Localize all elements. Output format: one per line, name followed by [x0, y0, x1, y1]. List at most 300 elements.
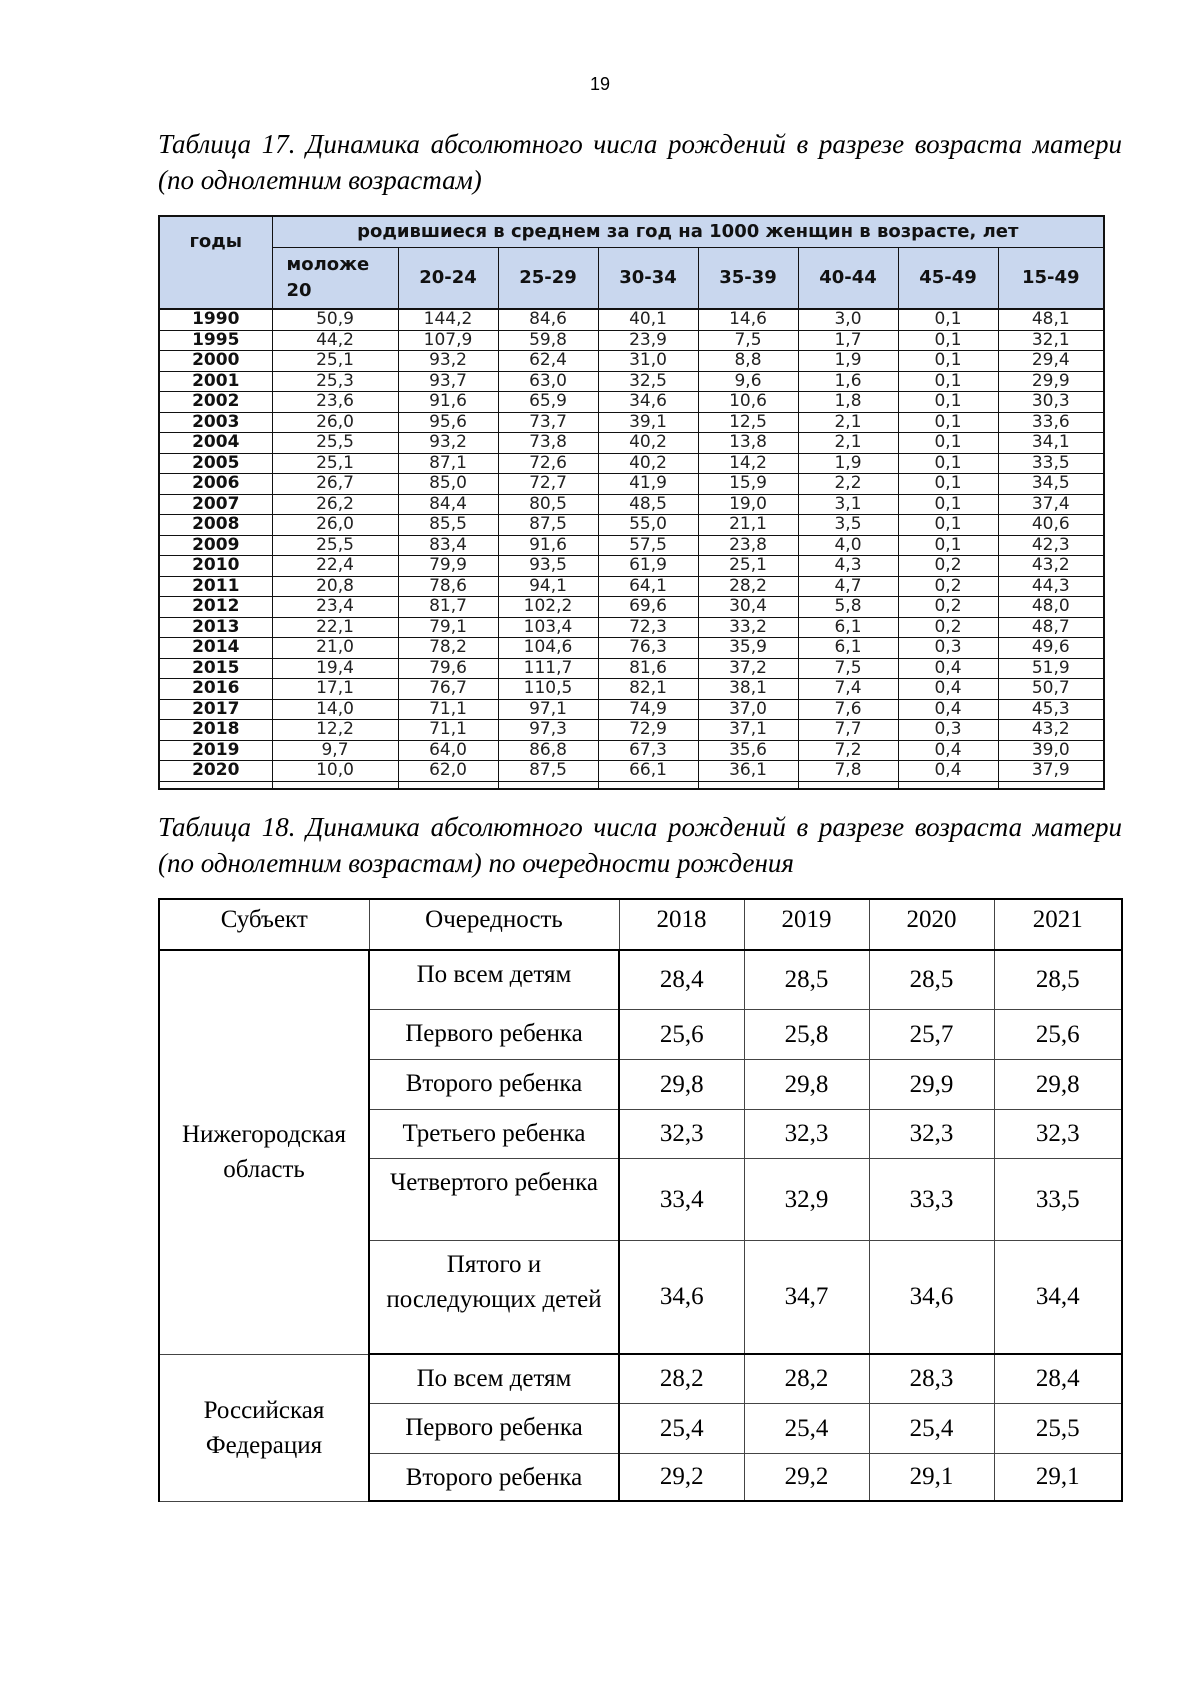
value-cell: 7,7: [798, 720, 898, 741]
value-cell: 22,4: [272, 556, 398, 577]
value-cell: 25,5: [272, 433, 398, 454]
value-cell: 78,2: [398, 638, 498, 659]
year-cell: 2013: [159, 617, 272, 638]
value-cell: 3,5: [798, 515, 898, 536]
spacer-cell: [272, 781, 398, 789]
value-cell: 29,2: [619, 1453, 744, 1501]
value-cell: 85,0: [398, 474, 498, 495]
value-cell: 48,5: [598, 494, 698, 515]
table-row: [159, 392, 1104, 413]
value-cell: 1,9: [798, 453, 898, 474]
value-cell: 9,7: [272, 740, 398, 761]
age-header: 25-29: [498, 248, 598, 310]
value-cell: 0,1: [898, 412, 998, 433]
table-row: [159, 1354, 1122, 1403]
spacer-cell: [598, 781, 698, 789]
order-header: Очередность: [369, 899, 619, 950]
value-cell: 23,9: [598, 330, 698, 351]
table-18-caption: Таблица 18. Динамика абсолютного числа рождений в разрезе возраста матери (по однолетним возрастам) по очередности рождения: [158, 812, 1122, 878]
value-cell: 41,9: [598, 474, 698, 495]
value-cell: 28,4: [994, 1354, 1122, 1403]
value-cell: 32,3: [744, 1109, 869, 1158]
value-cell: 0,4: [898, 761, 998, 782]
value-cell: 42,3: [998, 535, 1104, 556]
value-cell: 32,1: [998, 330, 1104, 351]
table-row: [159, 638, 1104, 659]
value-cell: 69,6: [598, 597, 698, 618]
value-cell: 25,1: [272, 453, 398, 474]
table-17-body: [159, 309, 1104, 789]
table-row: [159, 494, 1104, 515]
value-cell: 104,6: [498, 638, 598, 659]
year-cell: 2010: [159, 556, 272, 577]
year-cell: 1995: [159, 330, 272, 351]
order-cell: По всем детям: [369, 1354, 619, 1403]
value-cell: 7,2: [798, 740, 898, 761]
value-cell: 34,6: [598, 392, 698, 413]
value-cell: 103,4: [498, 617, 598, 638]
order-cell: Первого ребенка: [369, 1403, 619, 1453]
table-row: [159, 535, 1104, 556]
year-cell: 2012: [159, 597, 272, 618]
value-cell: 40,6: [998, 515, 1104, 536]
year-cell: 2004: [159, 433, 272, 454]
value-cell: 93,2: [398, 433, 498, 454]
table-row: [159, 679, 1104, 700]
value-cell: 33,6: [998, 412, 1104, 433]
value-cell: 25,1: [698, 556, 798, 577]
value-cell: 2,1: [798, 433, 898, 454]
value-cell: 20,8: [272, 576, 398, 597]
value-cell: 34,6: [619, 1240, 744, 1354]
year-cell: 2009: [159, 535, 272, 556]
value-cell: 7,6: [798, 699, 898, 720]
value-cell: 76,3: [598, 638, 698, 659]
value-cell: 39,1: [598, 412, 698, 433]
order-cell: Первого ребенка: [369, 1009, 619, 1059]
age-header: 35-39: [698, 248, 798, 310]
value-cell: 0,1: [898, 330, 998, 351]
value-cell: 43,2: [998, 556, 1104, 577]
table-row: [159, 699, 1104, 720]
value-cell: 48,7: [998, 617, 1104, 638]
value-cell: 25,1: [272, 351, 398, 372]
value-cell: 0,3: [898, 720, 998, 741]
order-cell: Третьего ребенка: [369, 1109, 619, 1158]
table-row: [159, 453, 1104, 474]
value-cell: 34,1: [998, 433, 1104, 454]
value-cell: 28,5: [744, 950, 869, 1009]
value-cell: 37,0: [698, 699, 798, 720]
value-cell: 26,2: [272, 494, 398, 515]
value-cell: 84,6: [498, 309, 598, 330]
value-cell: 28,5: [869, 950, 994, 1009]
spacer-cell: [898, 781, 998, 789]
value-cell: 0,1: [898, 351, 998, 372]
table-row: [159, 433, 1104, 454]
value-cell: 0,1: [898, 515, 998, 536]
value-cell: 3,0: [798, 309, 898, 330]
order-cell: Пятого и последующих детей: [369, 1240, 619, 1354]
value-cell: 28,4: [619, 950, 744, 1009]
value-cell: 12,2: [272, 720, 398, 741]
value-cell: 144,2: [398, 309, 498, 330]
order-cell: Второго ребенка: [369, 1059, 619, 1109]
value-cell: 0,2: [898, 597, 998, 618]
value-cell: 1,9: [798, 351, 898, 372]
value-cell: 28,2: [744, 1354, 869, 1403]
year-cell: 2008: [159, 515, 272, 536]
value-cell: 44,3: [998, 576, 1104, 597]
value-cell: 33,3: [869, 1158, 994, 1240]
table-row: [159, 330, 1104, 351]
table-row: [159, 412, 1104, 433]
value-cell: 73,7: [498, 412, 598, 433]
value-cell: 95,6: [398, 412, 498, 433]
value-cell: 57,5: [598, 535, 698, 556]
value-cell: 32,5: [598, 371, 698, 392]
value-cell: 78,6: [398, 576, 498, 597]
value-cell: 34,5: [998, 474, 1104, 495]
value-cell: 25,5: [994, 1403, 1122, 1453]
value-cell: 64,0: [398, 740, 498, 761]
value-cell: 26,0: [272, 412, 398, 433]
table-row: [159, 950, 1122, 1009]
value-cell: 71,1: [398, 720, 498, 741]
value-cell: 28,5: [994, 950, 1122, 1009]
table-row: [159, 720, 1104, 741]
table-row: [159, 351, 1104, 372]
value-cell: 33,2: [698, 617, 798, 638]
value-cell: 0,1: [898, 453, 998, 474]
table-row: [159, 515, 1104, 536]
value-cell: 2,2: [798, 474, 898, 495]
value-cell: 87,5: [498, 761, 598, 782]
value-cell: 83,4: [398, 535, 498, 556]
value-cell: 40,1: [598, 309, 698, 330]
value-cell: 43,2: [998, 720, 1104, 741]
value-cell: 48,0: [998, 597, 1104, 618]
value-cell: 80,5: [498, 494, 598, 515]
value-cell: 26,0: [272, 515, 398, 536]
value-cell: 34,4: [994, 1240, 1122, 1354]
value-cell: 8,8: [698, 351, 798, 372]
value-cell: 93,5: [498, 556, 598, 577]
value-cell: 23,4: [272, 597, 398, 618]
value-cell: 110,5: [498, 679, 598, 700]
value-cell: 28,2: [698, 576, 798, 597]
spacer-cell: [698, 781, 798, 789]
value-cell: 22,1: [272, 617, 398, 638]
subject-header: Субъект: [159, 899, 369, 950]
value-cell: 36,1: [698, 761, 798, 782]
year-cell: 2019: [159, 740, 272, 761]
value-cell: 3,1: [798, 494, 898, 515]
value-cell: 0,4: [898, 740, 998, 761]
table-17: [158, 215, 1105, 790]
value-cell: 32,3: [994, 1109, 1122, 1158]
order-cell: Второго ребенка: [369, 1453, 619, 1501]
value-cell: 17,1: [272, 679, 398, 700]
table-row: [159, 617, 1104, 638]
spacer-cell: [998, 781, 1104, 789]
value-cell: 0,4: [898, 679, 998, 700]
age-header: моложе 20: [272, 248, 398, 310]
value-cell: 87,5: [498, 515, 598, 536]
value-cell: 29,9: [998, 371, 1104, 392]
value-cell: 1,7: [798, 330, 898, 351]
age-header: 40-44: [798, 248, 898, 310]
year-cell: 2002: [159, 392, 272, 413]
year-header: 2018: [619, 899, 744, 950]
value-cell: 31,0: [598, 351, 698, 372]
value-cell: 74,9: [598, 699, 698, 720]
value-cell: 9,6: [698, 371, 798, 392]
value-cell: 34,6: [869, 1240, 994, 1354]
year-cell: 2017: [159, 699, 272, 720]
value-cell: 37,2: [698, 658, 798, 679]
value-cell: 40,2: [598, 453, 698, 474]
table-row: [159, 740, 1104, 761]
year-cell: 2005: [159, 453, 272, 474]
year-header: 2019: [744, 899, 869, 950]
value-cell: 0,2: [898, 556, 998, 577]
value-cell: 19,0: [698, 494, 798, 515]
value-cell: 32,3: [869, 1109, 994, 1158]
value-cell: 72,6: [498, 453, 598, 474]
value-cell: 1,6: [798, 371, 898, 392]
value-cell: 33,4: [619, 1158, 744, 1240]
value-cell: 29,8: [994, 1059, 1122, 1109]
table-row: [159, 597, 1104, 618]
year-cell: 1990: [159, 309, 272, 330]
value-cell: 97,3: [498, 720, 598, 741]
value-cell: 14,6: [698, 309, 798, 330]
value-cell: 28,2: [619, 1354, 744, 1403]
value-cell: 23,6: [272, 392, 398, 413]
value-cell: 0,1: [898, 433, 998, 454]
value-cell: 34,7: [744, 1240, 869, 1354]
value-cell: 73,8: [498, 433, 598, 454]
value-cell: 29,2: [744, 1453, 869, 1501]
value-cell: 25,4: [869, 1403, 994, 1453]
value-cell: 63,0: [498, 371, 598, 392]
year-cell: 2016: [159, 679, 272, 700]
value-cell: 25,3: [272, 371, 398, 392]
value-cell: 4,3: [798, 556, 898, 577]
year-cell: 2001: [159, 371, 272, 392]
value-cell: 50,9: [272, 309, 398, 330]
spacer-cell: [398, 781, 498, 789]
table-17-caption: Таблица 17. Динамика абсолютного числа рождений в разрезе возраста матери (по однолетним возрастам): [158, 129, 1122, 195]
value-cell: 29,1: [869, 1453, 994, 1501]
value-cell: 111,7: [498, 658, 598, 679]
value-cell: 86,8: [498, 740, 598, 761]
value-cell: 0,1: [898, 392, 998, 413]
value-cell: 23,8: [698, 535, 798, 556]
value-cell: 48,1: [998, 309, 1104, 330]
value-cell: 61,9: [598, 556, 698, 577]
value-cell: 59,8: [498, 330, 598, 351]
value-cell: 10,6: [698, 392, 798, 413]
value-cell: 72,7: [498, 474, 598, 495]
table-18: [158, 898, 1123, 1502]
value-cell: 0,1: [898, 494, 998, 515]
value-cell: 29,4: [998, 351, 1104, 372]
table-row: [159, 474, 1104, 495]
value-cell: 72,9: [598, 720, 698, 741]
value-cell: 13,8: [698, 433, 798, 454]
value-cell: 107,9: [398, 330, 498, 351]
value-cell: 79,6: [398, 658, 498, 679]
value-cell: 87,1: [398, 453, 498, 474]
value-cell: 32,9: [744, 1158, 869, 1240]
value-cell: 29,8: [744, 1059, 869, 1109]
table-row: [159, 658, 1104, 679]
value-cell: 7,5: [798, 658, 898, 679]
value-cell: 33,5: [998, 453, 1104, 474]
value-cell: 0,1: [898, 309, 998, 330]
value-cell: 67,3: [598, 740, 698, 761]
value-cell: 21,0: [272, 638, 398, 659]
value-cell: 35,9: [698, 638, 798, 659]
year-cell: 2015: [159, 658, 272, 679]
table-row: [159, 309, 1104, 330]
value-cell: 94,1: [498, 576, 598, 597]
value-cell: 91,6: [498, 535, 598, 556]
age-header: 30-34: [598, 248, 698, 310]
value-cell: 33,5: [994, 1158, 1122, 1240]
value-cell: 38,1: [698, 679, 798, 700]
value-cell: 32,3: [619, 1109, 744, 1158]
value-cell: 25,4: [619, 1403, 744, 1453]
table-row: [159, 371, 1104, 392]
value-cell: 97,1: [498, 699, 598, 720]
value-cell: 0,2: [898, 617, 998, 638]
value-cell: 14,2: [698, 453, 798, 474]
value-cell: 0,3: [898, 638, 998, 659]
value-cell: 4,0: [798, 535, 898, 556]
value-cell: 29,1: [994, 1453, 1122, 1501]
value-cell: 44,2: [272, 330, 398, 351]
value-cell: 25,7: [869, 1009, 994, 1059]
value-cell: 39,0: [998, 740, 1104, 761]
year-header: 2020: [869, 899, 994, 950]
value-cell: 64,1: [598, 576, 698, 597]
value-cell: 45,3: [998, 699, 1104, 720]
value-cell: 62,4: [498, 351, 598, 372]
value-cell: 29,8: [619, 1059, 744, 1109]
value-cell: 12,5: [698, 412, 798, 433]
year-header: 2021: [994, 899, 1122, 950]
value-cell: 0,2: [898, 576, 998, 597]
value-cell: 0,1: [898, 535, 998, 556]
value-cell: 76,7: [398, 679, 498, 700]
year-cell: 2011: [159, 576, 272, 597]
group-header: родившиеся в среднем за год на 1000 женщин в возрасте, лет: [272, 216, 1104, 248]
year-cell: 2007: [159, 494, 272, 515]
value-cell: 25,5: [272, 535, 398, 556]
value-cell: 28,3: [869, 1354, 994, 1403]
value-cell: 82,1: [598, 679, 698, 700]
value-cell: 49,6: [998, 638, 1104, 659]
value-cell: 0,4: [898, 699, 998, 720]
value-cell: 62,0: [398, 761, 498, 782]
value-cell: 55,0: [598, 515, 698, 536]
order-cell: По всем детям: [369, 950, 619, 1009]
table-spacer-row: [159, 781, 1104, 789]
value-cell: 26,7: [272, 474, 398, 495]
value-cell: 14,0: [272, 699, 398, 720]
value-cell: 15,9: [698, 474, 798, 495]
value-cell: 50,7: [998, 679, 1104, 700]
spacer-cell: [159, 781, 272, 789]
table-row: [159, 556, 1104, 577]
year-cell: 2003: [159, 412, 272, 433]
value-cell: 5,8: [798, 597, 898, 618]
value-cell: 4,7: [798, 576, 898, 597]
subject-cell: Нижегородская область: [159, 950, 369, 1354]
order-cell: Четвертого ребенка: [369, 1158, 619, 1240]
year-cell: 2014: [159, 638, 272, 659]
value-cell: 1,8: [798, 392, 898, 413]
value-cell: 81,6: [598, 658, 698, 679]
year-cell: 2020: [159, 761, 272, 782]
value-cell: 35,6: [698, 740, 798, 761]
value-cell: 37,1: [698, 720, 798, 741]
value-cell: 66,1: [598, 761, 698, 782]
year-cell: 2018: [159, 720, 272, 741]
value-cell: 37,9: [998, 761, 1104, 782]
value-cell: 37,4: [998, 494, 1104, 515]
age-header: 15-49: [998, 248, 1104, 310]
table-18-body: [159, 950, 1122, 1501]
value-cell: 29,9: [869, 1059, 994, 1109]
subject-cell: Российская Федерация: [159, 1354, 369, 1501]
value-cell: 85,5: [398, 515, 498, 536]
value-cell: 93,2: [398, 351, 498, 372]
value-cell: 91,6: [398, 392, 498, 413]
value-cell: 81,7: [398, 597, 498, 618]
value-cell: 2,1: [798, 412, 898, 433]
value-cell: 25,4: [744, 1403, 869, 1453]
value-cell: 65,9: [498, 392, 598, 413]
age-header: 20-24: [398, 248, 498, 310]
value-cell: 7,4: [798, 679, 898, 700]
value-cell: 71,1: [398, 699, 498, 720]
value-cell: 25,6: [994, 1009, 1122, 1059]
table-row: [159, 576, 1104, 597]
value-cell: 72,3: [598, 617, 698, 638]
value-cell: 51,9: [998, 658, 1104, 679]
value-cell: 25,6: [619, 1009, 744, 1059]
value-cell: 30,4: [698, 597, 798, 618]
value-cell: 10,0: [272, 761, 398, 782]
value-cell: 7,5: [698, 330, 798, 351]
value-cell: 6,1: [798, 638, 898, 659]
spacer-cell: [798, 781, 898, 789]
value-cell: 30,3: [998, 392, 1104, 413]
value-cell: 0,4: [898, 658, 998, 679]
value-cell: 19,4: [272, 658, 398, 679]
years-header: годы: [159, 216, 272, 309]
table-row: [159, 761, 1104, 782]
value-cell: 93,7: [398, 371, 498, 392]
value-cell: 0,1: [898, 371, 998, 392]
value-cell: 79,9: [398, 556, 498, 577]
age-header: 45-49: [898, 248, 998, 310]
value-cell: 21,1: [698, 515, 798, 536]
